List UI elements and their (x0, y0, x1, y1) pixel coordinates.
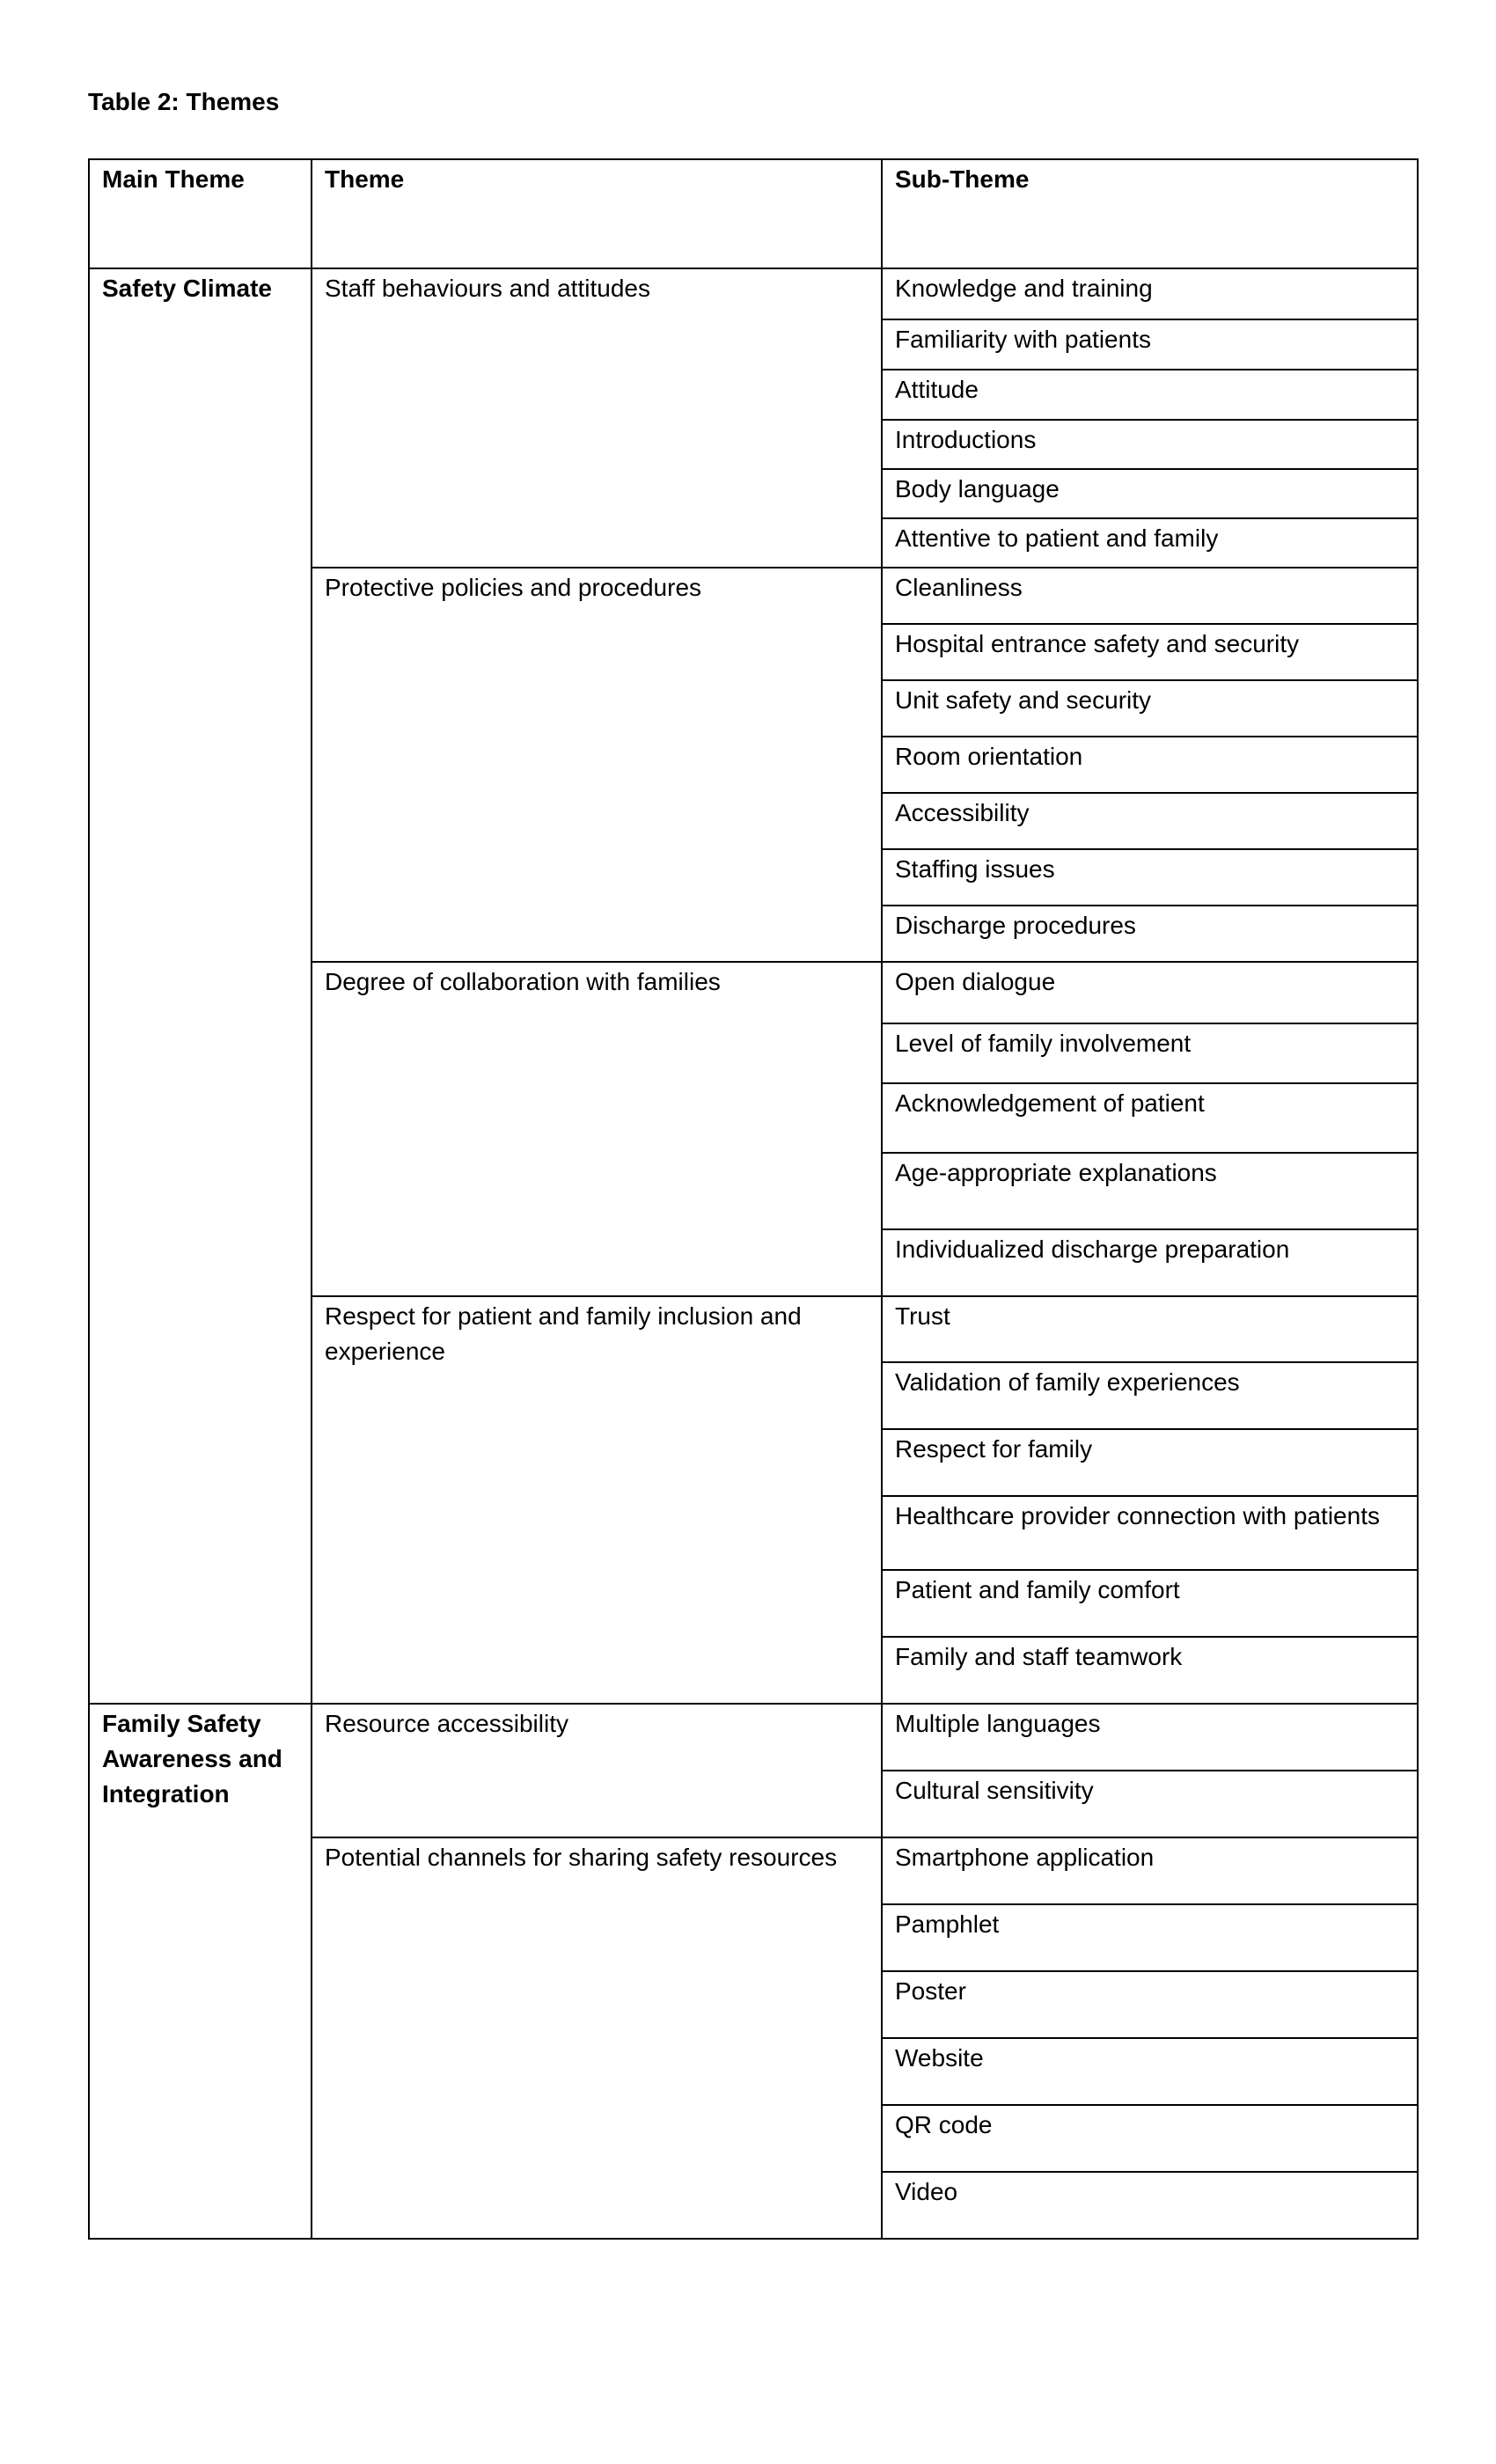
themes-table (88, 158, 1419, 2240)
sub-theme-cell: Hospital entrance safety and security (882, 624, 1418, 680)
sub-theme-cell: Level of family involvement (882, 1023, 1418, 1083)
header-sub-theme: Sub-Theme (882, 159, 1418, 268)
sub-theme-cell: Validation of family experiences (882, 1362, 1418, 1429)
theme-cell: Staff behaviours and attitudes (312, 268, 882, 568)
sub-theme-cell: Attentive to patient and family (882, 518, 1418, 568)
sub-theme-cell: Accessibility (882, 793, 1418, 849)
header-row (89, 159, 1418, 268)
sub-theme-cell: Individualized discharge preparation (882, 1229, 1418, 1296)
sub-theme-cell: Age-appropriate explanations (882, 1153, 1418, 1229)
table-caption: Table 2: Themes (88, 88, 280, 115)
header-theme: Theme (312, 159, 882, 268)
sub-theme-cell: Video (882, 2172, 1418, 2239)
table-row (89, 1704, 1418, 1771)
sub-theme-cell: Healthcare provider connection with patients (882, 1496, 1418, 1570)
theme-cell: Degree of collaboration with families (312, 962, 882, 1296)
sub-theme-cell: Room orientation (882, 737, 1418, 793)
theme-cell: Respect for patient and family inclusion and experience (312, 1296, 882, 1704)
sub-theme-cell: Family and staff teamwork (882, 1637, 1418, 1704)
sub-theme-cell: Website (882, 2038, 1418, 2105)
theme-cell: Protective policies and procedures (312, 568, 882, 962)
sub-theme-cell: Poster (882, 1971, 1418, 2038)
sub-theme-cell: Pamphlet (882, 1904, 1418, 1971)
sub-theme-cell: Introductions (882, 420, 1418, 469)
table-row (89, 268, 1418, 319)
sub-theme-cell: Trust (882, 1296, 1418, 1362)
theme-cell: Resource accessibility (312, 1704, 882, 1837)
sub-theme-cell: Respect for family (882, 1429, 1418, 1496)
sub-theme-cell: Cleanliness (882, 568, 1418, 624)
header-main-theme: Main Theme (89, 159, 312, 268)
main-theme-cell: Family Safety Awareness and Integration (89, 1704, 312, 2239)
sub-theme-cell: Staffing issues (882, 849, 1418, 906)
main-theme-cell: Safety Climate (89, 268, 312, 1704)
sub-theme-cell: Cultural sensitivity (882, 1771, 1418, 1837)
sub-theme-cell: Discharge procedures (882, 906, 1418, 962)
theme-cell: Potential channels for sharing safety resources (312, 1837, 882, 2239)
sub-theme-cell: Unit safety and security (882, 680, 1418, 737)
sub-theme-cell: Smartphone application (882, 1837, 1418, 1904)
sub-theme-cell: Body language (882, 469, 1418, 518)
sub-theme-cell: Acknowledgement of patient (882, 1083, 1418, 1153)
sub-theme-cell: Open dialogue (882, 962, 1418, 1023)
table-body (89, 268, 1418, 2239)
sub-theme-cell: Knowledge and training (882, 268, 1418, 319)
sub-theme-cell: QR code (882, 2105, 1418, 2172)
sub-theme-cell: Multiple languages (882, 1704, 1418, 1771)
sub-theme-cell: Familiarity with patients (882, 319, 1418, 370)
sub-theme-cell: Patient and family comfort (882, 1570, 1418, 1637)
sub-theme-cell: Attitude (882, 370, 1418, 420)
